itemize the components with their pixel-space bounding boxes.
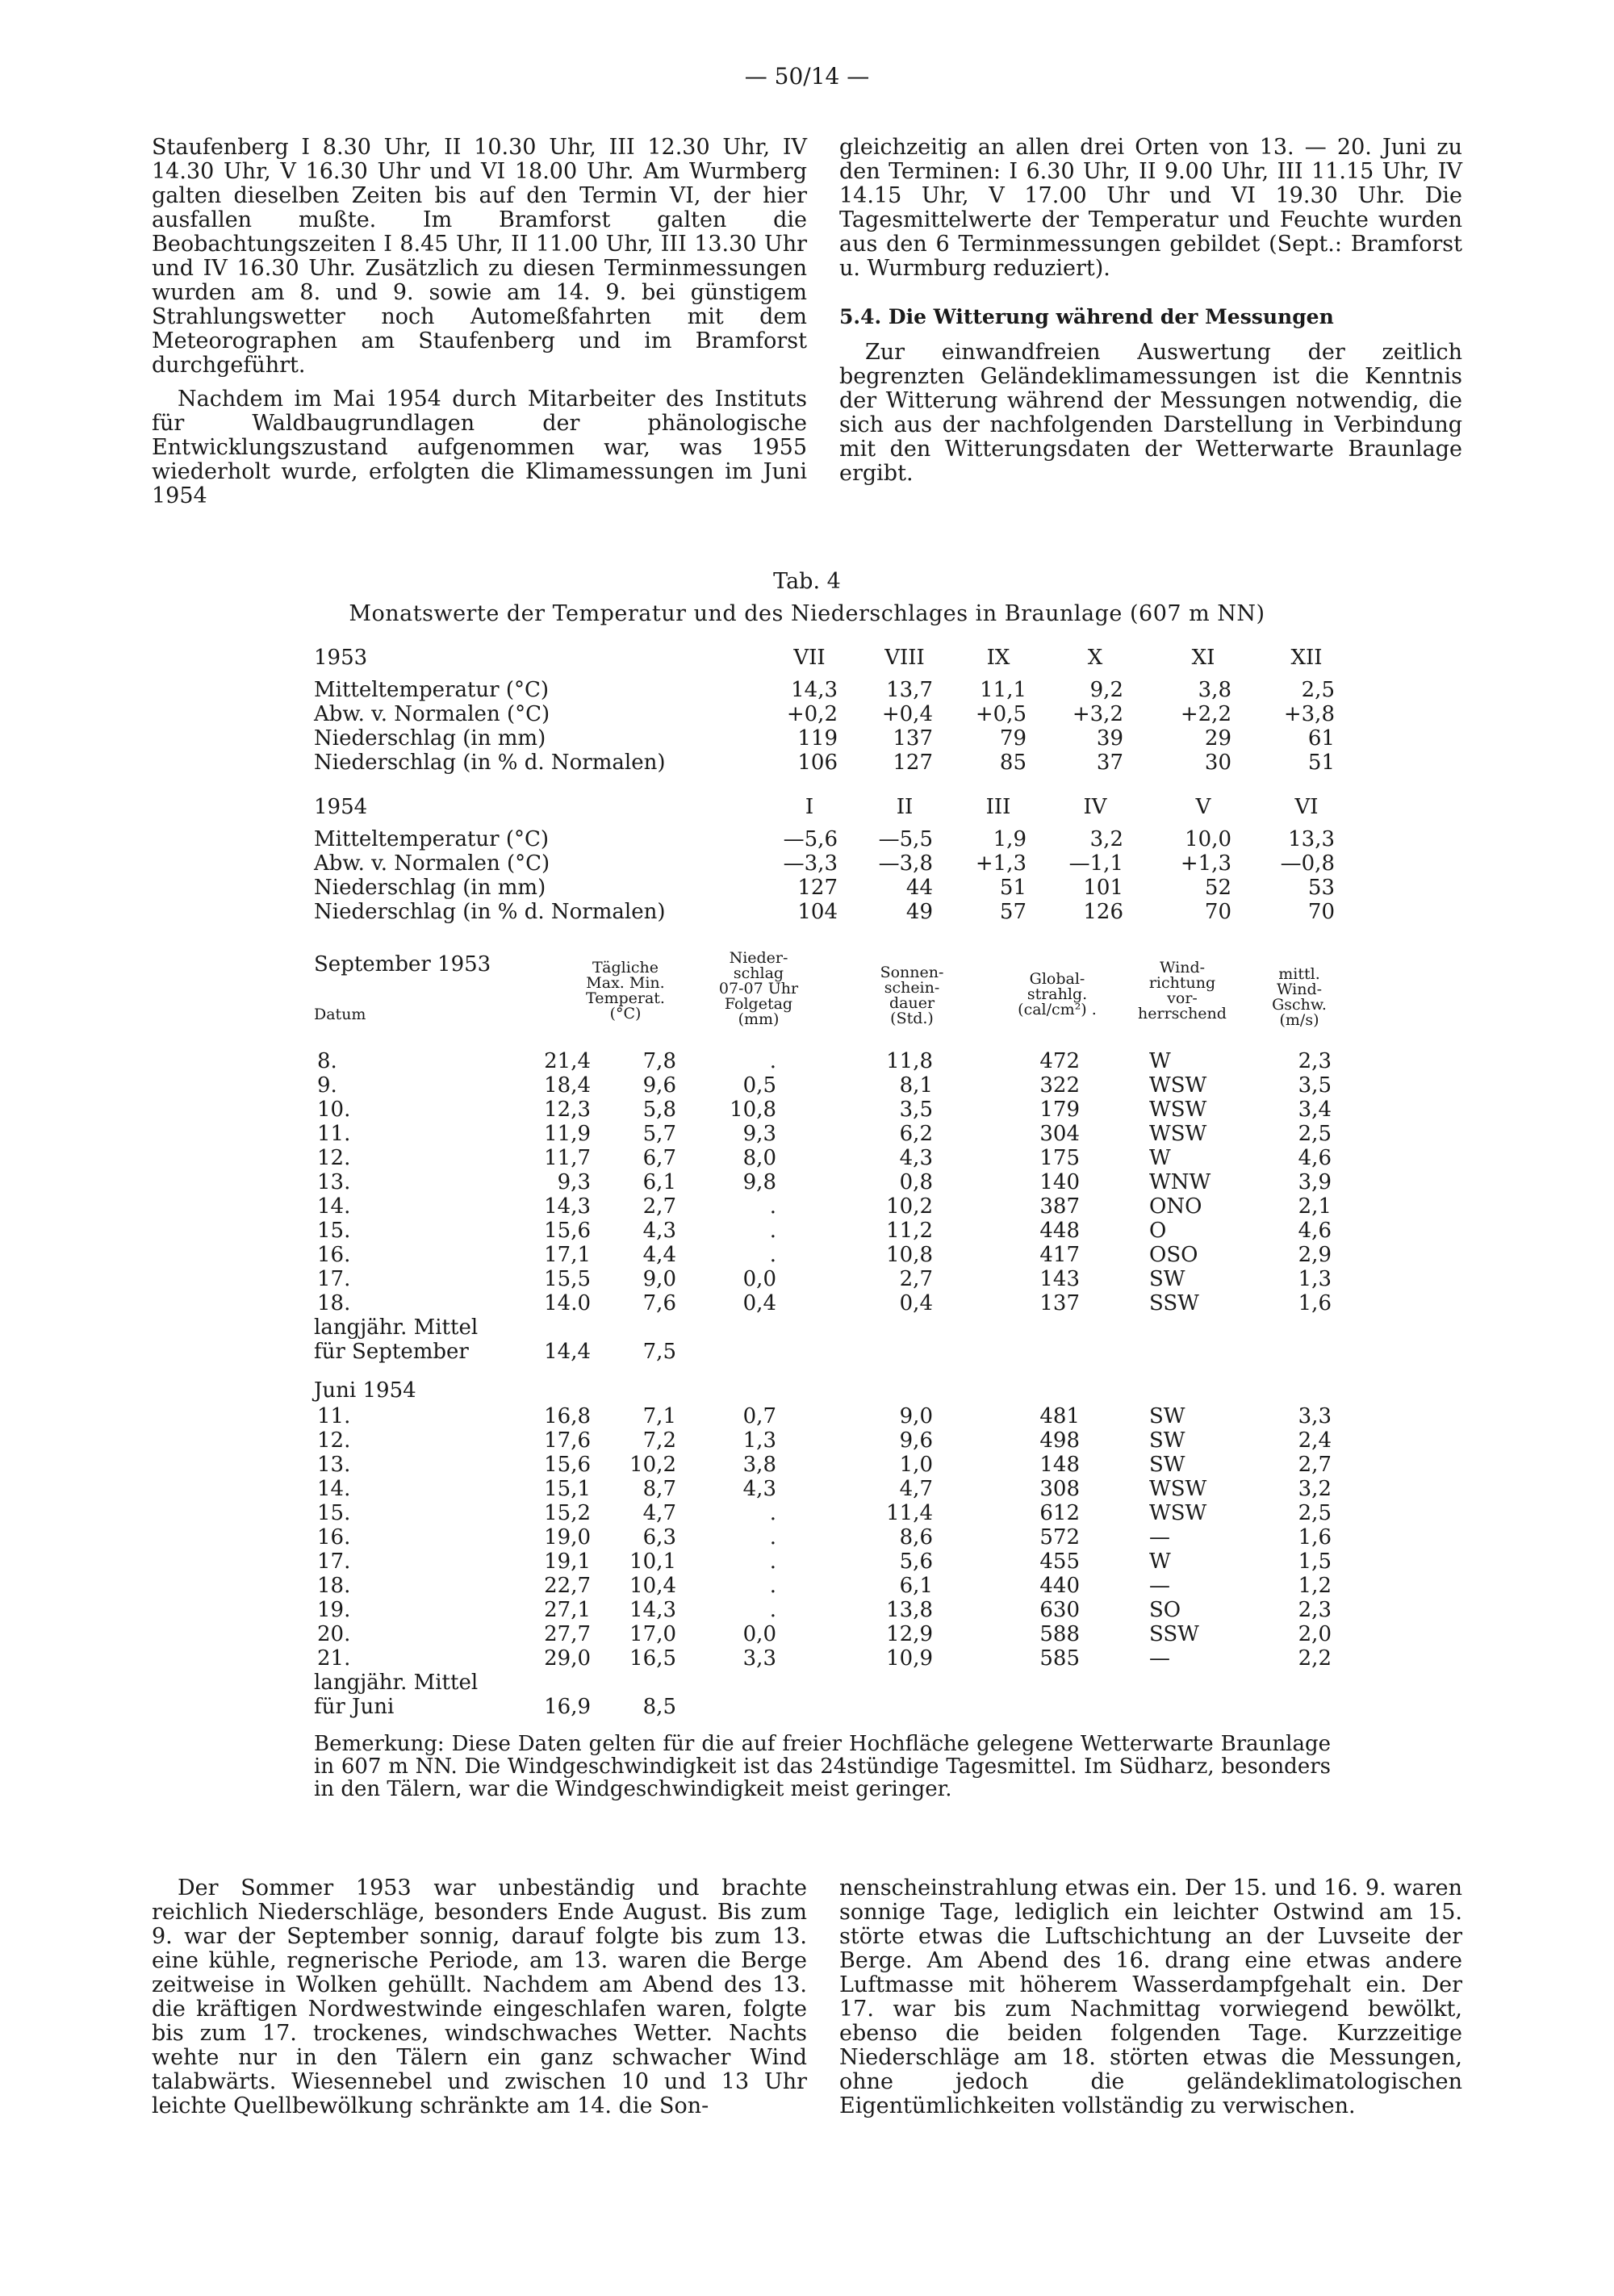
wind-speed: 2,5 bbox=[1298, 1122, 1332, 1146]
paragraph: Zur einwandfreien Auswertung der zeitlich begrenzten Geländeklimamessungen ist die Kenntnis der Witterung während der Messungen notwendig, die sich aus der nachfolgenden Darstellung in Verbindung mit den Witterungsdaten der Wetterwarte Braunlage ergibt. bbox=[839, 340, 1462, 486]
temp-max: 15,5 bbox=[544, 1267, 591, 1291]
wind-speed: 3,3 bbox=[1298, 1404, 1332, 1428]
table-cell: 61 bbox=[1307, 726, 1335, 751]
wind-speed: 3,5 bbox=[1298, 1073, 1332, 1098]
month-header: VII bbox=[793, 646, 826, 670]
table-cell: —5,5 bbox=[878, 827, 933, 851]
table-cell: 104 bbox=[797, 900, 838, 924]
sunshine: 0,8 bbox=[899, 1170, 933, 1194]
temp-min: 4,4 bbox=[642, 1243, 676, 1267]
temp-min: 6,7 bbox=[642, 1146, 676, 1170]
day: 21. bbox=[317, 1646, 351, 1671]
month-header: X bbox=[1087, 646, 1103, 670]
precip: . bbox=[769, 1574, 776, 1598]
month-header: I bbox=[805, 795, 814, 819]
sunshine: 11,4 bbox=[886, 1501, 933, 1525]
wind-speed: 2,3 bbox=[1298, 1598, 1332, 1622]
global-radiation: 387 bbox=[1039, 1194, 1080, 1219]
wind-direction: W bbox=[1149, 1549, 1171, 1574]
wind-speed: 2,9 bbox=[1298, 1243, 1332, 1267]
global-radiation: 498 bbox=[1039, 1428, 1080, 1453]
sunshine: 8,1 bbox=[899, 1073, 933, 1098]
table-cell: +0,2 bbox=[786, 702, 838, 726]
wind-speed: 1,6 bbox=[1298, 1291, 1332, 1315]
global-radiation: 140 bbox=[1039, 1170, 1080, 1194]
wind-direction: SW bbox=[1149, 1267, 1185, 1291]
table-cell: 70 bbox=[1307, 900, 1335, 924]
temp-max: 15,1 bbox=[544, 1477, 591, 1501]
precip: 0,4 bbox=[742, 1291, 776, 1315]
precip: 0,7 bbox=[742, 1404, 776, 1428]
table-cell: +0,4 bbox=[881, 702, 933, 726]
day: 18. bbox=[317, 1291, 351, 1315]
precip: . bbox=[769, 1219, 776, 1243]
row-label: Abw. v. Normalen (°C) bbox=[314, 851, 550, 876]
day: 16. bbox=[317, 1243, 351, 1267]
day: 9. bbox=[317, 1073, 337, 1098]
wind-direction: OSO bbox=[1149, 1243, 1198, 1267]
wind-direction: — bbox=[1149, 1574, 1170, 1598]
section-separator: Juni 1954 bbox=[314, 1378, 416, 1403]
wind-speed: 4,6 bbox=[1298, 1219, 1332, 1243]
day: 8. bbox=[317, 1049, 337, 1073]
temp-min: 10,4 bbox=[629, 1574, 676, 1598]
sunshine: 10,2 bbox=[886, 1194, 933, 1219]
table-cell: —1,1 bbox=[1068, 851, 1123, 876]
paragraph: Der Sommer 1953 war unbeständig und brachte reichlich Niederschläge, besonders Ende August. Bis zum 9. war der September sonnig, darauf folgte bis zum 13. eine kühle, regnerische Periode, am 13. waren die Berge zeitweise in Wolken gehüllt. Nachdem am Abend des 13. die kräftigen Nordwestwinde eingeschlafen waren, folgte bis zum 17. trockenes, windschwaches Wetter. Nachts wehte nur in den Tälern ein ganz schwacher Wind talabwärts. Wiesennebel und zwischen 10 und 13 Uhr leichte Quellbewölkung schränkte am 14. die Son- bbox=[152, 1876, 807, 2118]
sunshine: 0,4 bbox=[899, 1291, 933, 1315]
wind-speed: 1,3 bbox=[1298, 1267, 1332, 1291]
table-cell: —3,3 bbox=[783, 851, 838, 876]
row-label: Mitteltemperatur (°C) bbox=[314, 678, 550, 702]
paragraph: nenscheinstrahlung etwas ein. Der 15. und 16. 9. waren sonnige Tage, lediglich ein leichter Ostwind am 15. störte etwas die Luftschichtung an der Luvseite der Berge. Am Abend des 16. drang eine etwas andere Luftmasse mit höherem Wasserdampfgehalt ein. Der 17. war bis zum Nachmittag vorwiegend bewölkt, ebenso die beiden folgenden Tage. Kurzzeitige Niederschläge am 18. störten etwas die Messungen, ohne jedoch die geländeklimatologischen Eigentümlichkeiten vollständig zu verwischen. bbox=[839, 1876, 1462, 2118]
day: 12. bbox=[317, 1428, 351, 1453]
global-radiation: 137 bbox=[1039, 1291, 1080, 1315]
mean-min: 7,5 bbox=[642, 1340, 676, 1364]
temp-min: 17,0 bbox=[629, 1622, 676, 1646]
temp-min: 6,3 bbox=[642, 1525, 676, 1549]
precip: . bbox=[769, 1194, 776, 1219]
table-cell: —5,6 bbox=[783, 827, 838, 851]
wind-direction: — bbox=[1149, 1646, 1170, 1671]
precip: . bbox=[769, 1549, 776, 1574]
day: 13. bbox=[317, 1170, 351, 1194]
wind-speed: 1,5 bbox=[1298, 1549, 1332, 1574]
wind-direction: WSW bbox=[1149, 1122, 1207, 1146]
sunshine: 12,9 bbox=[886, 1622, 933, 1646]
precip: 10,8 bbox=[730, 1098, 776, 1122]
temp-min: 7,6 bbox=[642, 1291, 676, 1315]
sunshine: 9,6 bbox=[899, 1428, 933, 1453]
table-cell: 126 bbox=[1083, 900, 1123, 924]
mean-label: für Juni bbox=[314, 1695, 395, 1719]
temp-min: 8,7 bbox=[642, 1477, 676, 1501]
table-cell: 13,7 bbox=[886, 678, 933, 702]
sunshine: 8,6 bbox=[899, 1525, 933, 1549]
wind-direction: W bbox=[1149, 1146, 1171, 1170]
wind-direction: SSW bbox=[1149, 1291, 1199, 1315]
table-cell: 3,2 bbox=[1089, 827, 1123, 851]
temp-max: 27,7 bbox=[544, 1622, 591, 1646]
column-header-temp: Tägliche Max. Min. Temperat. (°C) bbox=[586, 959, 665, 1023]
table-cell: 14,3 bbox=[791, 678, 838, 702]
day: 17. bbox=[317, 1267, 351, 1291]
table-cell: +0,5 bbox=[975, 702, 1027, 726]
wind-direction: — bbox=[1149, 1525, 1170, 1549]
row-label: Niederschlag (in % d. Normalen) bbox=[314, 900, 666, 924]
global-radiation: 179 bbox=[1039, 1098, 1080, 1122]
day: 20. bbox=[317, 1622, 351, 1646]
wind-speed: 3,2 bbox=[1298, 1477, 1332, 1501]
global-radiation: 612 bbox=[1039, 1501, 1080, 1525]
wind-direction: SSW bbox=[1149, 1622, 1199, 1646]
temp-min: 10,1 bbox=[629, 1549, 676, 1574]
column-header-precip: Nieder- schlag 07-07 Uhr Folgetag (mm) bbox=[718, 949, 799, 1028]
global-radiation: 448 bbox=[1039, 1219, 1080, 1243]
table-cell: 127 bbox=[893, 751, 933, 775]
day: 14. bbox=[317, 1477, 351, 1501]
month-header: VI bbox=[1294, 795, 1319, 819]
month-header: IX bbox=[986, 646, 1010, 670]
wind-direction: WNW bbox=[1149, 1170, 1211, 1194]
table-cell: +1,3 bbox=[1180, 851, 1231, 876]
table-cell: 44 bbox=[905, 876, 933, 900]
precip: 1,3 bbox=[742, 1428, 776, 1453]
global-radiation: 588 bbox=[1039, 1622, 1080, 1646]
month-header: XI bbox=[1191, 646, 1215, 670]
temp-min: 10,2 bbox=[629, 1453, 676, 1477]
month-header: III bbox=[985, 795, 1011, 819]
month-header: IV bbox=[1083, 795, 1107, 819]
mean-label: langjähr. Mittel bbox=[314, 1315, 479, 1340]
precip: . bbox=[769, 1049, 776, 1073]
sunshine: 4,7 bbox=[899, 1477, 933, 1501]
global-radiation: 308 bbox=[1039, 1477, 1080, 1501]
paragraph: gleichzeitig an allen drei Orten von 13. — 20. Juni zu den Terminen: I 6.30 Uhr, II 9.00 Uhr, III 11.15 Uhr, IV 14.15 Uhr, V 17.00 Uhr und VI 19.30 Uhr. Die Tagesmittelwerte der Temperatur und Feuchte wurden aus den 6 Terminmessungen gebildet (Sept.: Bramforst u. Wurmburg reduziert). bbox=[839, 135, 1462, 281]
wind-speed: 2,2 bbox=[1298, 1646, 1332, 1671]
table-cell: 106 bbox=[797, 751, 838, 775]
day: 12. bbox=[317, 1146, 351, 1170]
top-right-column bbox=[839, 136, 1462, 496]
sunshine: 10,8 bbox=[886, 1243, 933, 1267]
table-cell: 29 bbox=[1204, 726, 1231, 751]
paragraph: Staufenberg I 8.30 Uhr, II 10.30 Uhr, III 12.30 Uhr, IV 14.30 Uhr, V 16.30 Uhr und VI 18.00 Uhr. Am Wurmberg galten dieselben Zeiten bis auf den Termin VI, der hier ausfallen mußte. Im Bramforst galten die Beobachtungszeiten I 8.45 Uhr, II 11.00 Uhr, III 13.30 Uhr und IV 16.30 Uhr. Zusätzlich zu diesen Terminmessungen wurden am 8. und 9. sowie am 14. 9. bei günstigem Strahlungswetter noch Automeßfahrten mit dem Meteorographen am Staufenberg und im Bramforst durchgeführt. bbox=[152, 135, 807, 378]
precip: . bbox=[769, 1598, 776, 1622]
row-label: Niederschlag (in % d. Normalen) bbox=[314, 751, 666, 775]
precip: 3,8 bbox=[742, 1453, 776, 1477]
day: 15. bbox=[317, 1219, 351, 1243]
day: 13. bbox=[317, 1453, 351, 1477]
month-header: V bbox=[1195, 795, 1211, 819]
table-cell: 79 bbox=[999, 726, 1027, 751]
temp-max: 22,7 bbox=[544, 1574, 591, 1598]
sunshine: 11,2 bbox=[886, 1219, 933, 1243]
global-radiation: 322 bbox=[1039, 1073, 1080, 1098]
temp-max: 9,3 bbox=[557, 1170, 591, 1194]
sunshine: 5,6 bbox=[899, 1549, 933, 1574]
global-radiation: 148 bbox=[1039, 1453, 1080, 1477]
table-caption: Tab. 4 bbox=[773, 569, 841, 594]
temp-max: 11,7 bbox=[544, 1146, 591, 1170]
month-header: XII bbox=[1290, 646, 1323, 670]
row-label: Mitteltemperatur (°C) bbox=[314, 827, 550, 851]
temp-max: 19,1 bbox=[544, 1549, 591, 1574]
temp-min: 7,1 bbox=[642, 1404, 676, 1428]
global-radiation: 472 bbox=[1039, 1049, 1080, 1073]
table-cell: 9,2 bbox=[1089, 678, 1123, 702]
temp-max: 15,2 bbox=[544, 1501, 591, 1525]
table-remark: Bemerkung: Diese Daten gelten für die auf freier Hochfläche gelegene Wetterwarte Braunlage in 607 m NN. Die Windgeschwindigkeit ist das 24stündige Tagesmittel. Im Südharz, besonders in den Tälern, war die Windgeschwindigkeit meist geringer. bbox=[314, 1732, 1331, 1801]
wind-direction: SW bbox=[1149, 1453, 1185, 1477]
table-cell: +3,2 bbox=[1072, 702, 1123, 726]
precip: 9,8 bbox=[742, 1170, 776, 1194]
precip: 0,5 bbox=[742, 1073, 776, 1098]
global-radiation: 630 bbox=[1039, 1598, 1080, 1622]
temp-max: 15,6 bbox=[544, 1453, 591, 1477]
day: 18. bbox=[317, 1574, 351, 1598]
paragraph: Nachdem im Mai 1954 durch Mitarbeiter des Instituts für Waldbaugrundlagen der phänologische Entwicklungszustand aufgenommen war, was 1955 wiederholt wurde, erfolgten die Klimamessungen im Juni 1954 bbox=[152, 387, 807, 508]
precip: . bbox=[769, 1243, 776, 1267]
temp-max: 14,3 bbox=[544, 1194, 591, 1219]
global-radiation: 417 bbox=[1039, 1243, 1080, 1267]
temp-min: 5,7 bbox=[642, 1122, 676, 1146]
wind-speed: 2,3 bbox=[1298, 1049, 1332, 1073]
temp-min: 9,0 bbox=[642, 1267, 676, 1291]
wind-direction: WSW bbox=[1149, 1098, 1207, 1122]
year-label: 1954 bbox=[314, 795, 368, 819]
sunshine: 9,0 bbox=[899, 1404, 933, 1428]
table-cell: +3,8 bbox=[1283, 702, 1335, 726]
wind-direction: WSW bbox=[1149, 1501, 1207, 1525]
wind-speed: 2,7 bbox=[1298, 1453, 1332, 1477]
temp-min: 2,7 bbox=[642, 1194, 676, 1219]
precip: 9,3 bbox=[742, 1122, 776, 1146]
table-cell: +1,3 bbox=[975, 851, 1027, 876]
global-radiation: 143 bbox=[1039, 1267, 1080, 1291]
table-cell: 70 bbox=[1204, 900, 1231, 924]
table-cell: 2,5 bbox=[1301, 678, 1335, 702]
year-label: 1953 bbox=[314, 646, 368, 670]
temp-max: 15,6 bbox=[544, 1219, 591, 1243]
column-header-datum: Datum bbox=[314, 1006, 366, 1023]
temp-min: 4,3 bbox=[642, 1219, 676, 1243]
temp-min: 6,1 bbox=[642, 1170, 676, 1194]
wind-direction: WSW bbox=[1149, 1477, 1207, 1501]
mean-max: 16,9 bbox=[544, 1695, 591, 1719]
column-header-wind_speed: mittl. Wind- Gschw. (m/s) bbox=[1272, 965, 1327, 1029]
table-cell: 85 bbox=[999, 751, 1027, 775]
global-radiation: 585 bbox=[1039, 1646, 1080, 1671]
wind-direction: ONO bbox=[1149, 1194, 1202, 1219]
wind-speed: 2,4 bbox=[1298, 1428, 1332, 1453]
sunshine: 13,8 bbox=[886, 1598, 933, 1622]
wind-speed: 4,6 bbox=[1298, 1146, 1332, 1170]
global-radiation: 175 bbox=[1039, 1146, 1080, 1170]
sunshine: 2,7 bbox=[899, 1267, 933, 1291]
table-cell: 30 bbox=[1204, 751, 1231, 775]
temp-max: 21,4 bbox=[544, 1049, 591, 1073]
table-cell: 101 bbox=[1083, 876, 1123, 900]
global-radiation: 481 bbox=[1039, 1404, 1080, 1428]
table-cell: 127 bbox=[797, 876, 838, 900]
wind-direction: O bbox=[1149, 1219, 1167, 1243]
row-label: Niederschlag (in mm) bbox=[314, 876, 546, 900]
temp-min: 5,8 bbox=[642, 1098, 676, 1122]
month-header: II bbox=[896, 795, 914, 819]
day: 19. bbox=[317, 1598, 351, 1622]
table-cell: 10,0 bbox=[1185, 827, 1231, 851]
table-cell: 57 bbox=[999, 900, 1027, 924]
sunshine: 4,3 bbox=[899, 1146, 933, 1170]
day: 14. bbox=[317, 1194, 351, 1219]
wind-direction: SW bbox=[1149, 1404, 1185, 1428]
global-radiation: 455 bbox=[1039, 1549, 1080, 1574]
global-radiation: 440 bbox=[1039, 1574, 1080, 1598]
table-cell: —3,8 bbox=[878, 851, 933, 876]
temp-max: 18,4 bbox=[544, 1073, 591, 1098]
sunshine: 3,5 bbox=[899, 1098, 933, 1122]
row-label: Abw. v. Normalen (°C) bbox=[314, 702, 550, 726]
wind-speed: 2,1 bbox=[1298, 1194, 1332, 1219]
row-label: Niederschlag (in mm) bbox=[314, 726, 546, 751]
temp-min: 14,3 bbox=[629, 1598, 676, 1622]
precip: 0,0 bbox=[742, 1267, 776, 1291]
day: 11. bbox=[317, 1404, 351, 1428]
wind-direction: W bbox=[1149, 1049, 1171, 1073]
global-radiation: 572 bbox=[1039, 1525, 1080, 1549]
day: 11. bbox=[317, 1122, 351, 1146]
bottom-left-column bbox=[152, 1876, 807, 2128]
table-cell: 37 bbox=[1096, 751, 1123, 775]
top-left-column bbox=[152, 136, 807, 518]
temp-max: 14.0 bbox=[544, 1291, 591, 1315]
temp-min: 7,8 bbox=[642, 1049, 676, 1073]
temp-min: 9,6 bbox=[642, 1073, 676, 1098]
sunshine: 6,1 bbox=[899, 1574, 933, 1598]
temp-max: 17,1 bbox=[544, 1243, 591, 1267]
wind-speed: 3,4 bbox=[1298, 1098, 1332, 1122]
temp-max: 12,3 bbox=[544, 1098, 591, 1122]
wind-direction: SW bbox=[1149, 1428, 1185, 1453]
sunshine: 10,9 bbox=[886, 1646, 933, 1671]
table-cell: 119 bbox=[797, 726, 838, 751]
wind-speed: 2,5 bbox=[1298, 1501, 1332, 1525]
precip: 3,3 bbox=[742, 1646, 776, 1671]
table-cell: 51 bbox=[1307, 751, 1335, 775]
day: 17. bbox=[317, 1549, 351, 1574]
temp-max: 11,9 bbox=[544, 1122, 591, 1146]
temp-max: 29,0 bbox=[544, 1646, 591, 1671]
wind-speed: 1,2 bbox=[1298, 1574, 1332, 1598]
table-cell: 49 bbox=[905, 900, 933, 924]
precip: 0,0 bbox=[742, 1622, 776, 1646]
sunshine: 1,0 bbox=[899, 1453, 933, 1477]
sunshine: 11,8 bbox=[886, 1049, 933, 1073]
table-cell: 53 bbox=[1307, 876, 1335, 900]
temp-max: 17,6 bbox=[544, 1428, 591, 1453]
day: 16. bbox=[317, 1525, 351, 1549]
table-cell: 1,9 bbox=[993, 827, 1027, 851]
table-cell: 39 bbox=[1096, 726, 1123, 751]
month-header: VIII bbox=[884, 646, 925, 670]
table-cell: 52 bbox=[1204, 876, 1231, 900]
wind-direction: SO bbox=[1149, 1598, 1181, 1622]
mean-label: langjähr. Mittel bbox=[314, 1671, 479, 1695]
table-cell: 11,1 bbox=[980, 678, 1027, 702]
temp-max: 19,0 bbox=[544, 1525, 591, 1549]
precip: . bbox=[769, 1501, 776, 1525]
mean-label: für September bbox=[314, 1340, 469, 1364]
bottom-right-column bbox=[839, 1876, 1462, 2128]
table-cell: 3,8 bbox=[1198, 678, 1231, 702]
wind-speed: 3,9 bbox=[1298, 1170, 1332, 1194]
temp-max: 16,8 bbox=[544, 1404, 591, 1428]
sunshine: 6,2 bbox=[899, 1122, 933, 1146]
precip: 8,0 bbox=[742, 1146, 776, 1170]
day: 15. bbox=[317, 1501, 351, 1525]
wind-direction: WSW bbox=[1149, 1073, 1207, 1098]
precip: . bbox=[769, 1525, 776, 1549]
precip: 4,3 bbox=[742, 1477, 776, 1501]
wind-speed: 1,6 bbox=[1298, 1525, 1332, 1549]
table-cell: 51 bbox=[999, 876, 1027, 900]
temp-min: 16,5 bbox=[629, 1646, 676, 1671]
column-header-global: Global- strahlg. (cal/cm²) . bbox=[1018, 970, 1097, 1018]
wind-speed: 2,0 bbox=[1298, 1622, 1332, 1646]
temp-min: 7,2 bbox=[642, 1428, 676, 1453]
section-separator: September 1953 bbox=[314, 952, 491, 977]
table-cell: +2,2 bbox=[1180, 702, 1231, 726]
section-heading: 5.4. Die Witterung während der Messungen bbox=[839, 305, 1334, 328]
table-cell: —0,8 bbox=[1280, 851, 1335, 876]
table-cell: 13,3 bbox=[1288, 827, 1335, 851]
global-radiation: 304 bbox=[1039, 1122, 1080, 1146]
column-header-wind_dir: Wind- richtung vor- herrschend bbox=[1138, 959, 1227, 1023]
page-number: — 50/14 — bbox=[744, 63, 870, 90]
mean-max: 14,4 bbox=[544, 1340, 591, 1364]
column-header-sun: Sonnen- schein- dauer (Std.) bbox=[880, 964, 944, 1027]
table-cell: 137 bbox=[893, 726, 933, 751]
temp-max: 27,1 bbox=[544, 1598, 591, 1622]
table-title: Monatswerte der Temperatur und des Niederschlages in Braunlage (607 m NN) bbox=[349, 601, 1265, 626]
mean-min: 8,5 bbox=[642, 1695, 676, 1719]
day: 10. bbox=[317, 1098, 351, 1122]
temp-min: 4,7 bbox=[642, 1501, 676, 1525]
